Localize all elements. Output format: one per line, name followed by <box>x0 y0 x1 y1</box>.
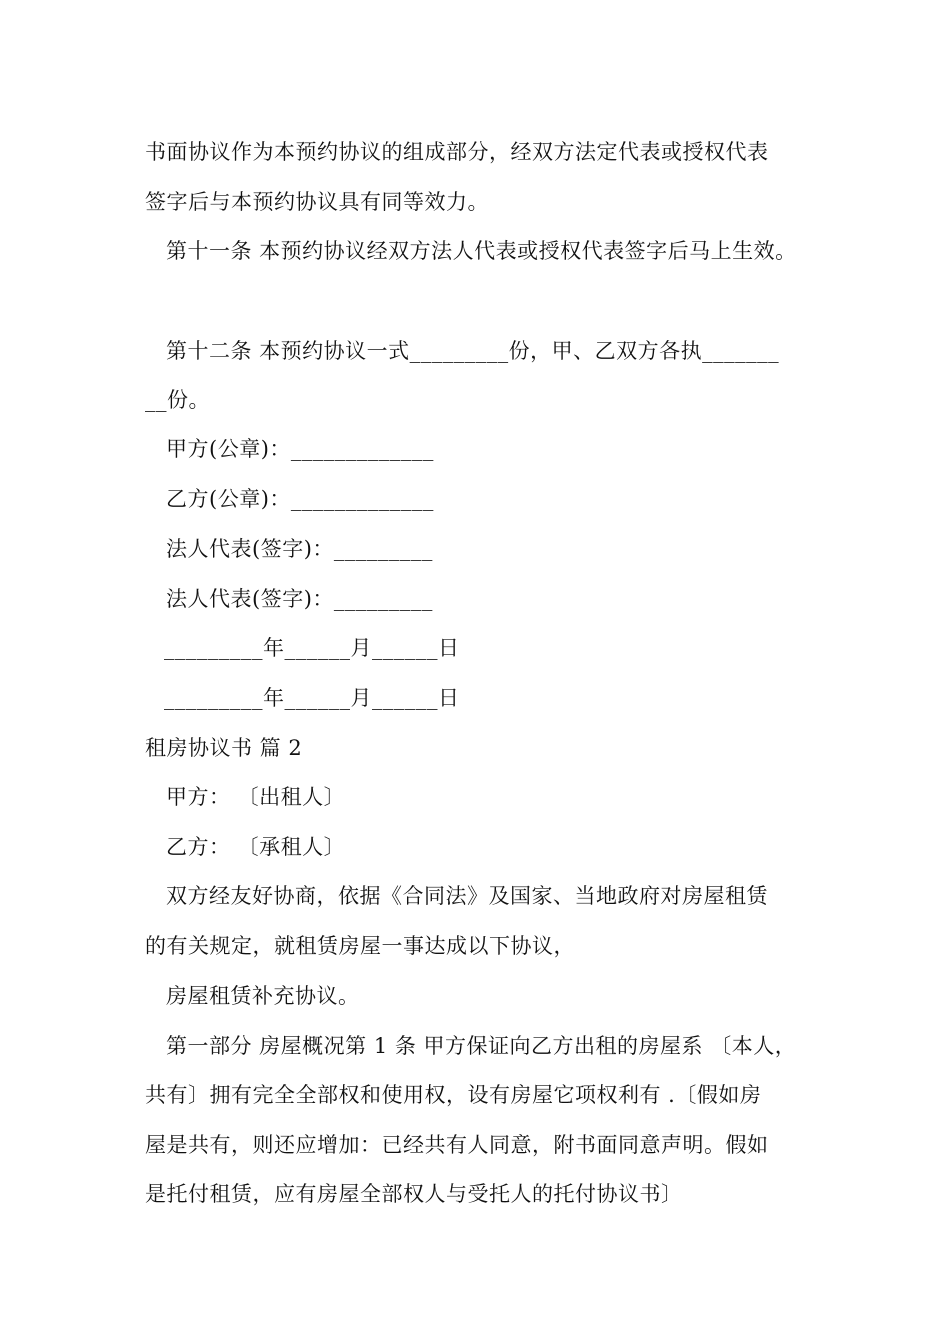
paragraph-line: 双方经友好协商，依据《合同法》及国家、当地政府对房屋租赁 <box>166 884 768 908</box>
article-eleven: 第十一条 本预约协议经双方法人代表或授权代表签字后马上生效。 <box>166 239 797 263</box>
part-one-heading: 第一部分 房屋概况第 1 条 甲方保证向乙方出租的房屋系 〔本人， <box>166 1034 797 1058</box>
party-a-seal: 甲方(公章)：_____________ <box>166 437 434 461</box>
paragraph-line: 房屋租赁补充协议。 <box>166 984 360 1008</box>
party-b-seal: 乙方(公章)：_____________ <box>166 487 434 511</box>
article-twelve: 第十二条 本预约协议一式_________份，甲、乙双方各执_______ <box>166 339 780 363</box>
legal-rep-signature: 法人代表(签字)：_________ <box>166 537 433 561</box>
section-title: 租房协议书 篇 2 <box>145 736 303 760</box>
legal-rep-signature: 法人代表(签字)：_________ <box>166 587 433 611</box>
paragraph-line: __份。 <box>145 388 210 412</box>
paragraph-line: 签字后与本预约协议具有同等效力。 <box>145 190 489 214</box>
paragraph-line: 共有〕拥有完全全部权和使用权，设有房屋它项权利有 .〔假如房 <box>145 1083 762 1107</box>
paragraph-line: 是托付租赁，应有房屋全部权人与受托人的托付协议书〕 <box>145 1182 683 1206</box>
date-line: _________年______月______日 <box>164 686 460 710</box>
party-a-label: 甲方： 〔出租人〕 <box>166 785 346 809</box>
paragraph-line: 书面协议作为本预约协议的组成部分，经双方法定代表或授权代表 <box>145 140 769 164</box>
paragraph-line: 的有关规定，就租赁房屋一事达成以下协议， <box>145 934 575 958</box>
paragraph-line: 屋是共有，则还应增加：已经共有人同意，附书面同意声明。假如 <box>145 1133 769 1157</box>
party-b-label: 乙方： 〔承租人〕 <box>166 835 346 859</box>
date-line: _________年______月______日 <box>164 636 460 660</box>
